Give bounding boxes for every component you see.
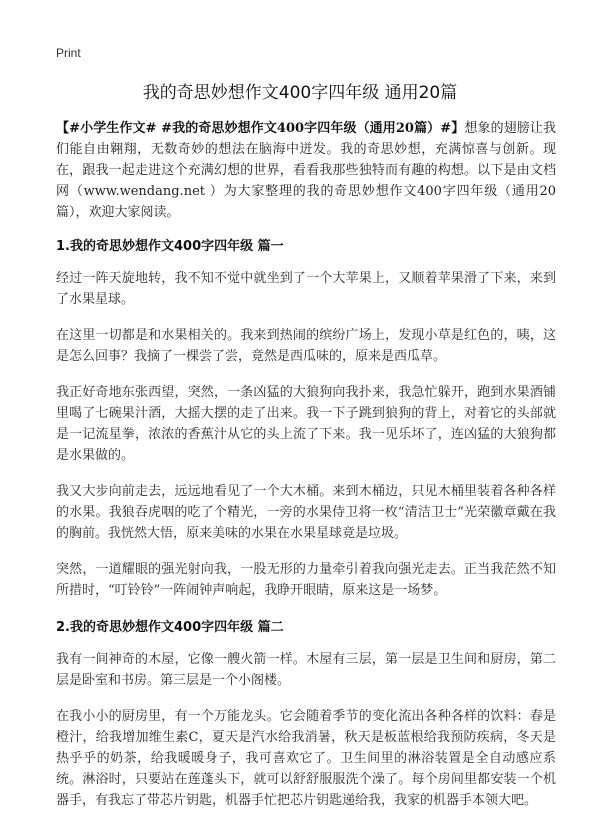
section-2-paragraph-2: 在我小小的厨房里，有一个万能龙头。它会随着季节的变化流出各种各样的饮料：春是橙汁，给我增加维生素C，夏天是汽水给我消暑，秋天是板蓝根给我预防疾病，冬天是热乎乎的奶茶，给我暖暖身子，我可喜欢它了。卫生间里的淋浴装置是全自动感应系统。淋浴时，只要站在莲蓬头下，就可以舒舒服服洗个澡了。每个房间里都安装一个机器手，有我忘了带芯片钥匙，机器手忙把芯片钥匙递给我，我家的机器手本领大吧。 bbox=[56, 709, 556, 808]
section-1-paragraph-4: 我又大步向前走去，远远地看见了一个大木桶。来到木桶边，只见木桶里装着各种各样的水果。我狼吞虎咽的吃了个精光，一旁的水果侍卫将一枚“清洁卫士”光荣徽章戴在我的胸前。我恍然大悟，原来美味的水果在水果星球竟是垃圾。 bbox=[56, 484, 556, 541]
page-title: 我的奇思妙想作文400字四年级 通用20篇 bbox=[142, 83, 458, 103]
intro-lead: 【#小学生作文# #我的奇思妙想作文400字四年级（通用20篇）#】 bbox=[56, 121, 465, 136]
section-1-paragraph-2: 在这里一切都是和水果相关的。我来到热闹的缤纷广场上，发现小草是红色的，咦，这是怎么回事？我摘了一棵尝了尝，竟然是西瓜味的，原来是西瓜草。 bbox=[56, 328, 556, 364]
section-1-paragraph-3: 我正好奇地东张西望，突然，一条凶猛的大狼狗向我扑来，我急忙躲开，跑到水果酒铺里喝了七碗果汁酒，大摇大摆的走了出来。我一下子跳到狼狗的背上，对着它的头部就是一记流星拳，浓浓的香蕉汁从它的头上流了下来。我一见乐坏了，连凶猛的大狼狗都是水果做的。 bbox=[56, 385, 556, 463]
section-1-paragraph-1: 经过一阵天旋地转，我不知不觉中就坐到了一个大苹果上，又顺着苹果滑了下来，来到了水果星球。 bbox=[56, 271, 556, 307]
section-heading-2: 2.我的奇思妙想作文400字四年级 篇二 bbox=[56, 620, 284, 635]
section-heading-1: 1.我的奇思妙想作文400字四年级 篇一 bbox=[56, 239, 284, 254]
section-1-paragraph-5: 突然，一道耀眼的强光射向我，一股无形的力量牵引着我向强光走去。正当我茫然不知所措时，“叮铃铃”一阵闹钟声响起，我睁开眼睛，原来这是一场梦。 bbox=[56, 562, 556, 598]
section-2-paragraph-1: 我有一间神奇的木屋，它像一艘火箭一样。木屋有三层，第一层是卫生间和厨房，第二层是卧室和书房。第三层是一个小阁楼。 bbox=[56, 652, 556, 688]
intro-text: 想象的翅膀让我们能自由翱翔，无数奇妙的想法在脑海中迸发。我的奇思妙想，充满惊喜与创新。现在，跟我一起走进这个充满幻想的世界，看看我那些独特而有趣的构想。以下是由文档网（www.wendang.net ）为大家整理的我的奇思妙想作文400字四年级（通用20篇），欢迎大家阅读。 bbox=[56, 121, 556, 220]
intro-paragraph bbox=[56, 118, 556, 223]
article-body bbox=[56, 118, 556, 826]
print-link[interactable]: Print bbox=[56, 46, 81, 60]
